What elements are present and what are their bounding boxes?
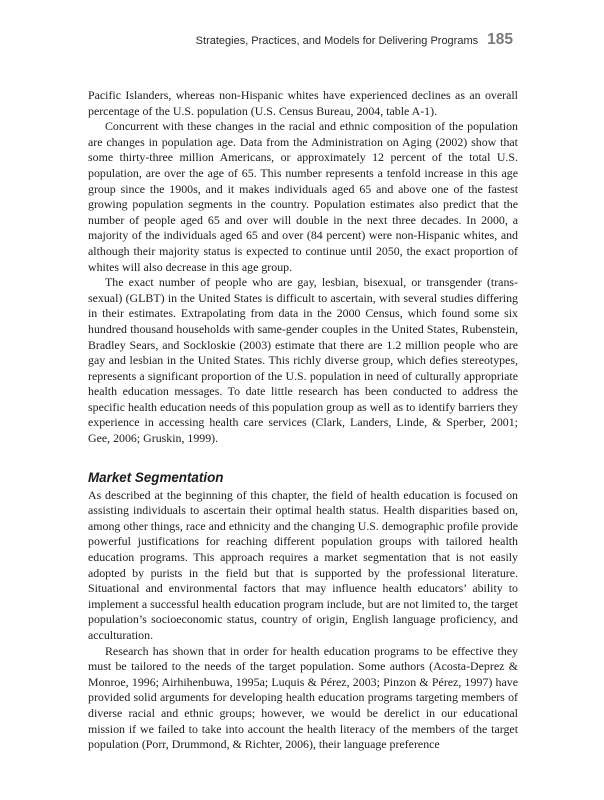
paragraph-5: Research has shown that in order for health education programs to be effective they must be tailored to the needs of the target population. Some authors (Acosta-Deprez & Monroe, 1996; Airhihenbuwa, 1995a; Luquis & Pérez, 2003; Pinzon & Pérez, 1997) have provided solid arguments for developing health education programs targeting members of diverse racial and ethnic groups; however, we would be derelict in our educational mission if we failed to take into account the health literacy of the members of the target population (Porr, Drummond, & Richter, 2006), their language preference [88,643,518,752]
paragraph-1: Pacific Islanders, whereas non-Hispanic whites have experienced declines as an overall percentage of the U.S. population (U.S. Census Bureau, 2004, table A-1). [88,88,518,118]
paragraph-2: Concurrent with these changes in the racial and ethnic composition of the population are changes in population age. Data from the Administration on Aging (2002) show that some thirty-three million Americans, or approximately 12 percent of the total U.S. population, are over the age of 65. This number represents a tenfold increase in this age group since the 1900s, and it makes individuals aged 65 and above one of the fastest growing population segments in the country. Population estimates also predict that the number of people aged 65 and over will double in the next three decades. In 2000, a majority of the individuals aged 65 and over (84 percent) were non-Hispanic whites, and although their majority status is expected to continue until 2050, the exact proportion of whites will also decrease in this age group. [88,119,518,274]
page-number: 185 [487,31,513,48]
running-head-title: Strategies, Practices, and Models for Delivering Programs [195,35,479,47]
paragraph-4: As described at the beginning of this chapter, the field of health education is focused on assisting individuals to ascertain their optimal health status. Health disparities based on, among other things, race and ethnicity and the changing U.S. demographic profile provide powerful justifications for reaching different population groups with tailored health education programs. This approach requires a market segmentation that is not easily adopted by purists in the field but that is supported by the professional literature. Situational and environmental factors that may influence health educators’ ability to implement a successful health education program include, but are not limited to, the target population’s socioeconomic status, country of origin, English language proficiency, and acculturation. [88,487,518,642]
section-heading-market-segmentation: Market Segmentation [88,469,224,485]
running-head [196,31,513,49]
paragraph-3: The exact number of people who are gay, lesbian, bisexual, or transgender (transsexual) (GLBT) in the United States is difficult to ascertain, with several studies differing in their estimates. Extrapolating from data in the 2000 Census, which found some six hundred thousand households with same-gender couples in the United States, Rubenstein, Bradley Sears, and Sockloskie (2003) estimate that there are 1.2 million people who are gay and lesbian in the United States. This richly diverse group, which defies stereotypes, represents a significant proportion of the U.S. population in need of culturally appropriate health education messages. To date little research has been conducted to address the specific health education needs of this population group as well as to identify barriers they experience in accessing health care services (Clark, Landers, Linde, & Sperber, 2001; Gee, 2006; Gruskin, 1999). [88,275,518,446]
page-body [88,88,518,753]
